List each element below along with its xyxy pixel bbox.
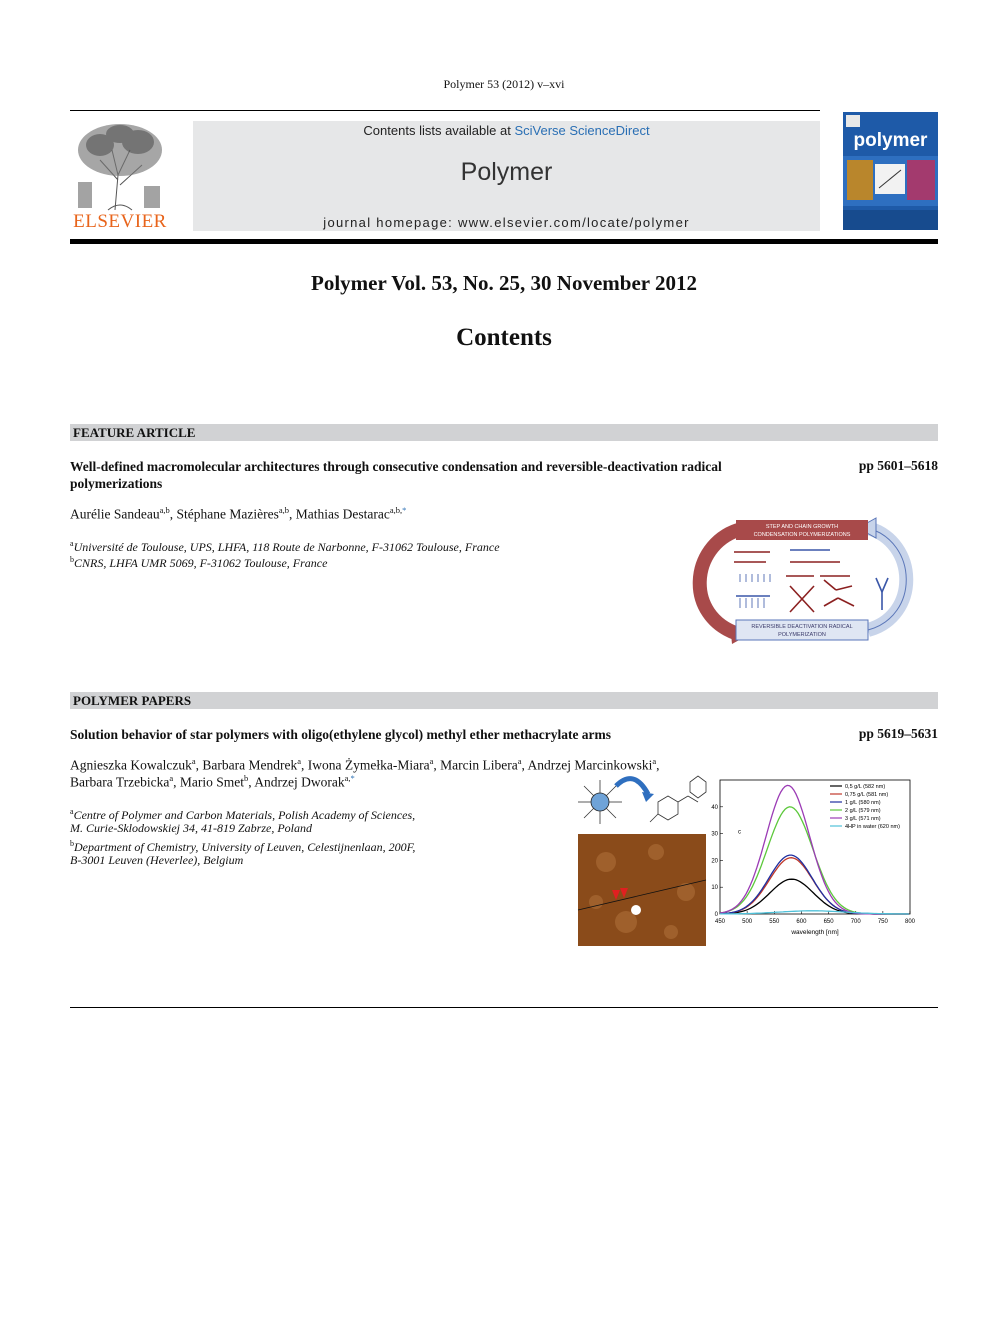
- bottom-label-line2: POLYMERIZATION: [778, 632, 826, 638]
- journal-reference: Polymer 53 (2012) v–xvi: [443, 77, 565, 91]
- series-line: [720, 807, 909, 914]
- bottom-label-line1: REVERSIBLE DEACTIVATION RADICAL: [751, 624, 853, 630]
- affiliation-sup: a: [70, 539, 74, 548]
- author-separator: ,: [656, 757, 660, 773]
- affiliation-sup: b: [70, 839, 74, 848]
- series-line: [720, 879, 909, 914]
- author-name[interactable]: Aurélie Sandeau: [70, 506, 160, 522]
- left-cycle-arrow: [700, 530, 738, 634]
- author-list: [70, 502, 406, 523]
- author-affil-sup: a,b,: [389, 505, 403, 515]
- section-heading-feature-article: FEATURE ARTICLE: [70, 424, 938, 441]
- cover-title: polymer: [853, 130, 928, 151]
- journal-cover: [843, 112, 938, 230]
- author-name[interactable]: Stéphane Mazières: [176, 506, 279, 522]
- x-tick-label: 750: [877, 919, 888, 925]
- author-separator: ,: [195, 757, 203, 773]
- author-affil-sup: a: [191, 756, 196, 766]
- author-affil-sup: a: [169, 773, 174, 783]
- affiliation-text: Université de Toulouse, UPS, LHFA, 118 Route de Narbonne, F-31062 Toulouse, France: [73, 540, 500, 554]
- availability-text: Contents lists available at: [363, 123, 515, 138]
- x-tick-label: 600: [796, 919, 807, 925]
- panel-label: c: [738, 829, 741, 836]
- affiliation-sup: a: [70, 807, 74, 816]
- journal-homepage[interactable]: journal homepage: www.elsevier.com/locate/polymer: [323, 215, 690, 230]
- author-affil-sup: a: [652, 756, 657, 766]
- x-tick-label: 800: [904, 919, 916, 925]
- author-separator: ,: [248, 774, 255, 790]
- author-name[interactable]: Andrzej Dworak: [254, 774, 345, 790]
- article-pages: pp 5619–5631: [858, 726, 938, 741]
- author-name[interactable]: Marcin Libera: [440, 757, 518, 773]
- x-tick-label: 650: [823, 919, 834, 925]
- graphical-abstract-architectures: [690, 516, 915, 644]
- legend-label: 0,5 g/L (582 nm): [845, 784, 886, 790]
- affiliation-text: CNRS, LHFA UMR 5069, F-31062 Toulouse, France: [74, 556, 328, 570]
- legend-label: 1 g/L (580 nm): [845, 800, 881, 806]
- sciencedirect-link[interactable]: SciVerse ScienceDirect: [514, 123, 650, 138]
- series-line: [720, 911, 909, 914]
- graphical-abstract-star-polymer: [576, 772, 708, 948]
- issue-title: Polymer Vol. 53, No. 25, 30 November 2012: [311, 271, 697, 295]
- affiliation-sup: b: [70, 555, 74, 564]
- contents-availability: [193, 123, 820, 138]
- author-affil-sup: a: [429, 756, 434, 766]
- author-separator: ,: [289, 506, 296, 522]
- author-name[interactable]: Iwona Żymełka-Miara: [307, 757, 430, 773]
- author-name[interactable]: Andrzej Marcinkowski: [527, 757, 653, 773]
- y-tick-label: 20: [711, 858, 718, 865]
- y-tick-label: 10: [711, 885, 718, 892]
- author-separator: ,: [173, 774, 180, 790]
- y-tick-label: 40: [711, 804, 718, 811]
- author-affil-sup: a: [517, 756, 522, 766]
- author-separator: ,: [433, 757, 441, 773]
- legend-label: 4HP in water (620 nm): [845, 824, 900, 830]
- author-separator: ,: [169, 506, 177, 522]
- elsevier-tree-logo: [70, 120, 170, 212]
- affiliation-text: Centre of Polymer and Carbon Materials, Polish Academy of Sciences,: [73, 808, 416, 822]
- article-title[interactable]: Well-defined macromolecular architectures through consecutive condensation and reversible-deactivation radical polymerizations: [70, 459, 722, 491]
- x-tick-label: 700: [850, 919, 861, 925]
- author-affil-sup: a,b: [278, 505, 289, 515]
- polymer-schematics: [734, 550, 888, 622]
- article-pages: pp 5601–5618: [858, 458, 938, 473]
- x-axis-label: wavelength [nm]: [791, 929, 839, 936]
- affiliation-continued: B-3001 Leuven (Heverlee), Belgium: [70, 853, 244, 867]
- legend-label: 3 g/L (571 nm): [845, 816, 881, 822]
- x-tick-label: 450: [714, 919, 726, 925]
- author-list-line2: [70, 770, 355, 791]
- header-rule: [70, 110, 820, 111]
- author-affil-sup: a: [297, 756, 301, 766]
- author-separator: ,: [301, 757, 308, 773]
- author-name[interactable]: Mario Smet: [179, 774, 244, 790]
- section-heading-polymer-papers: POLYMER PAPERS: [70, 692, 938, 709]
- author-name[interactable]: Mathias Destarac: [295, 506, 390, 522]
- top-label-line2: CONDENSATION POLYMERIZATIONS: [753, 532, 851, 538]
- legend-label: 0,75 g/L (581 nm): [845, 792, 889, 798]
- series-line: [720, 855, 909, 914]
- author-name[interactable]: Agnieszka Kowalczuk: [70, 757, 192, 773]
- corresponding-author-marker[interactable]: *: [350, 773, 355, 783]
- author-name[interactable]: Barbara Mendrek: [202, 757, 298, 773]
- author-affil-sup: a,b: [159, 505, 170, 515]
- x-tick-label: 500: [742, 919, 753, 925]
- corresponding-author-marker[interactable]: *: [402, 505, 407, 515]
- x-tick-label: 550: [769, 919, 780, 925]
- author-affil-sup: a,: [344, 773, 351, 783]
- author-affil-sup: b: [244, 773, 249, 783]
- elsevier-wordmark: ELSEVIER: [73, 211, 167, 232]
- affiliation-continued: M. Curie-Sklodowskiej 34, 41-819 Zabrze, Poland: [70, 821, 312, 835]
- journal-title: Polymer: [460, 158, 553, 186]
- star-polymer-sketch: [578, 776, 706, 824]
- legend-label: 2 g/L (579 nm): [845, 808, 881, 814]
- top-label-line1: STEP AND CHAIN GROWTH: [765, 524, 839, 530]
- affiliation: [70, 552, 327, 571]
- footer-rule: [70, 1007, 938, 1008]
- graft-brushes: [740, 574, 770, 608]
- fluorescence-spectra-chart: [708, 772, 920, 942]
- contents-heading: Contents: [456, 324, 552, 351]
- y-tick-label: 30: [711, 831, 718, 838]
- article-title[interactable]: Solution behavior of star polymers with oligo(ethylene glycol) methyl ether methacrylate arms: [70, 727, 612, 742]
- affiliation-text: Department of Chemistry, University of Leuven, Celestijnenlaan, 200F,: [74, 840, 416, 854]
- author-name[interactable]: Barbara Trzebicka: [70, 774, 170, 790]
- author-separator: ,: [521, 757, 528, 773]
- header-thick-rule: [70, 239, 938, 244]
- y-tick-label: 0: [714, 912, 718, 918]
